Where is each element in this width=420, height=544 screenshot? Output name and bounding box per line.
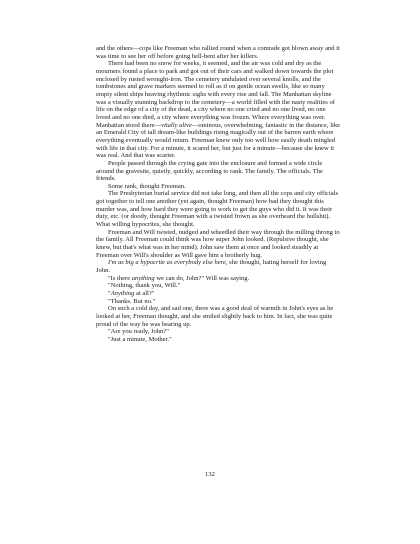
- text-run: Freeman and Will twisted, nudged and wheedled their way through the milling throng to the family. All Freeman could think was how super John looked. (Repulsive thought, she knew, but that's what was in her mind). John saw them at once and looked steadily at Freeman over Will's shoulder as Will gave him a brotherly hug.: [96, 228, 340, 259]
- text-run: "Nothing, thank you, Will.": [108, 282, 181, 290]
- paragraph: [96, 259, 340, 274]
- paragraph: [96, 275, 340, 283]
- paragraph: [96, 305, 340, 328]
- paragraph: [96, 282, 340, 290]
- italic-text: Anything: [110, 290, 135, 297]
- body-text: [96, 45, 340, 344]
- paragraph: [96, 160, 340, 183]
- text-run: "Just a minute, Mother.": [108, 335, 172, 343]
- text-run: "Are you ready, John?": [108, 328, 169, 336]
- paragraph: [96, 328, 340, 336]
- text-run: On such a cold day, and sad one, there was a good deal of warmth in John's eyes as he looked at her, Freeman thought, and she smiled slightly back to him. In fact, she was quite proud of the way he was bearing up.: [96, 305, 334, 328]
- text-run: There had been no snow for weeks, it seemed, and the air was cold and dry as the mourners found a place to park and got out of their cars and walked down towards the plot enclosed by rusted wrought-iron. The cemetery undulated over several knolls, and the tombstones and grave markers seemed to roll as if on gentle ocean swells, like so many empty silent ships heaving rhythmic sighs with every rise and fall. The Manhattan skyline was a visually stunning backdrop to the cemetery—a world filled with the nasty realities of life on the edge of a city of the dead, a city where no one cried and no one lived, no one loved and no one died, a city where everything was frozen. Where everything was over. Manhattan stood there—: [96, 60, 335, 129]
- paragraph: [96, 290, 340, 298]
- text-run: "Thanks. But no.": [108, 297, 156, 305]
- text-run: and the others—cops like Freeman who rallied round when a comrade got blown away and it was time to see her off before going hell-bent after her killers.: [96, 45, 340, 60]
- paragraph: [96, 190, 340, 228]
- paragraph: [96, 229, 340, 260]
- text-run: —ominous, overwhelming, fantastic in the distance, like an Emerald City of tall dream-like buildings rising magically out of the barren earth where everything eventually would return. Freeman knew only too well how easily death mingled with life in that city. For a minute, it scared her, but just for a minute—because she knew it was real. And that was scarier.: [96, 121, 341, 160]
- paragraph: [96, 45, 340, 60]
- text-run: ": [108, 290, 111, 297]
- text-run: Some rank, thought Freeman.: [108, 182, 186, 190]
- italic-text: vitally alive: [161, 121, 192, 129]
- page-number: 132: [205, 471, 215, 478]
- italic-text: I'm as big a hypocrite as everybody else here,: [108, 259, 228, 267]
- text-run: she thought, hating herself for loving John.: [96, 259, 327, 275]
- italic-text: anything: [131, 274, 155, 282]
- text-run: People passed through the crying gate into the enclosure and formed a wide circle around the gravesite, quietly, quickly, according to rank. The family. The officials. The friends.: [96, 159, 323, 183]
- paragraph: [96, 183, 340, 191]
- paragraph: [96, 336, 340, 344]
- text-run: "Is there: [108, 274, 132, 282]
- text-run: at all?": [134, 290, 155, 297]
- text-run: The Presbyterian burial service did not take long, and then all the cops and city officials got together to tell one another (yet again, thought Freeman) how bad they thought this murder was, and how hard they were going to work to get the guys who did it. It was their duty, etc. (or doody, thought Freeman with a twisted frown as she overheard the bullshit). What willing hypocrites, she thought.: [96, 190, 339, 229]
- paragraph: [96, 60, 340, 160]
- text-run: we can do, John?" Will was saying.: [154, 274, 250, 282]
- paragraph: [96, 298, 340, 306]
